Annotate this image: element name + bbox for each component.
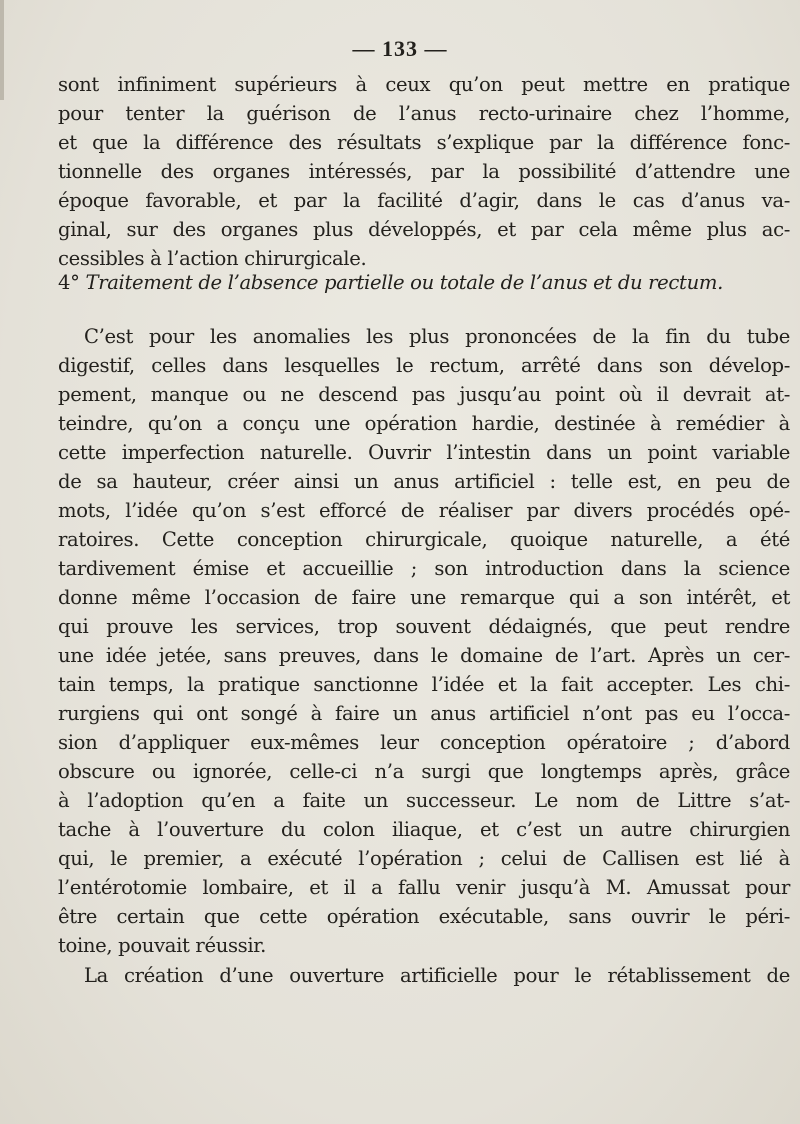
text-line: ginal, sur des organes plus développés, et par cela même plus ac- [58,218,790,241]
section-heading [58,268,790,298]
text-line: teindre, qu’on a conçu une opération hardie, destinée à remédier à [58,412,790,435]
text-line: toine, pouvait réussir. [58,934,267,957]
text-line: obscure ou ignorée, celle-ci n’a surgi que longtemps après, grâce [58,760,790,783]
section-title: Traitement de l’absence partielle ou totale de l’anus et du rectum. [85,271,723,294]
text-line: cessibles à l’action chirurgicale. [58,247,367,270]
text-line: C’est pour les anomalies les plus prononcées de la fin du tube [84,325,790,348]
text-line: de sa hauteur, créer ainsi un anus artificiel : telle est, en peu de [58,470,790,493]
text-line: époque favorable, et par la facilité d’agir, dans le cas d’anus va- [58,189,790,212]
text-line: tache à l’ouverture du colon iliaque, et c’est un autre chirurgien [58,818,790,841]
page-number: — 133 — [352,36,448,61]
text-line: tardivement émise et accueillie ; son introduction dans la science [58,557,790,580]
text-line: ratoires. Cette conception chirurgicale, quoique naturelle, a été [58,528,790,551]
text-line: qui, le premier, a exécuté l’opération ; celui de Callisen est lié à [58,847,790,870]
text-line: l’entérotomie lombaire, et il a fallu venir jusqu’à M. Amussat pour [58,876,790,899]
text-line: digestif, celles dans lesquelles le rectum, arrêté dans son dévelop- [58,354,790,377]
text-line: à l’adoption qu’en a faite un successeur. Le nom de Littre s’at- [58,789,790,812]
paragraph-body [58,322,790,960]
text-line: qui prouve les services, trop souvent dédaignés, que peut rendre [58,615,790,638]
text-line: rurgiens qui ont songé à faire un anus artificiel n’ont pas eu l’occa- [58,702,790,725]
text-line: et que la différence des résultats s’explique par la différence fonc- [58,131,790,154]
text-line: cette imperfection naturelle. Ouvrir l’intestin dans un point variable [58,441,790,464]
paragraph-continuation [58,70,790,273]
text-line: sion d’appliquer eux-mêmes leur conception opératoire ; d’abord [58,731,790,754]
text-line: une idée jetée, sans preuves, dans le domaine de l’art. Après un cer- [58,644,790,667]
text-line: tionnelle des organes intéressés, par la possibilité d’attendre une [58,160,790,183]
text-line: tain temps, la pratique sanctionne l’idée et la fait accepter. Les chi- [58,673,790,696]
text-line: pour tenter la guérison de l’anus recto-urinaire chez l’homme, [58,102,790,125]
text-line: mots, l’idée qu’on s’est efforcé de réaliser par divers procédés opé- [58,499,790,522]
text-line: sont infiniment supérieurs à ceux qu’on peut mettre en pratique [58,73,790,96]
text-line: être certain que cette opération exécutable, sans ouvrir le péri- [58,905,790,928]
text-line: donne même l’occasion de faire une remarque qui a son intérêt, et [58,586,790,609]
text-line: La création d’une ouverture artificielle pour le rétablissement de [84,964,790,987]
text-line: pement, manque ou ne descend pas jusqu’au point où il devrait at- [58,383,790,406]
section-number: 4° [58,271,80,294]
paragraph-next [58,961,790,990]
